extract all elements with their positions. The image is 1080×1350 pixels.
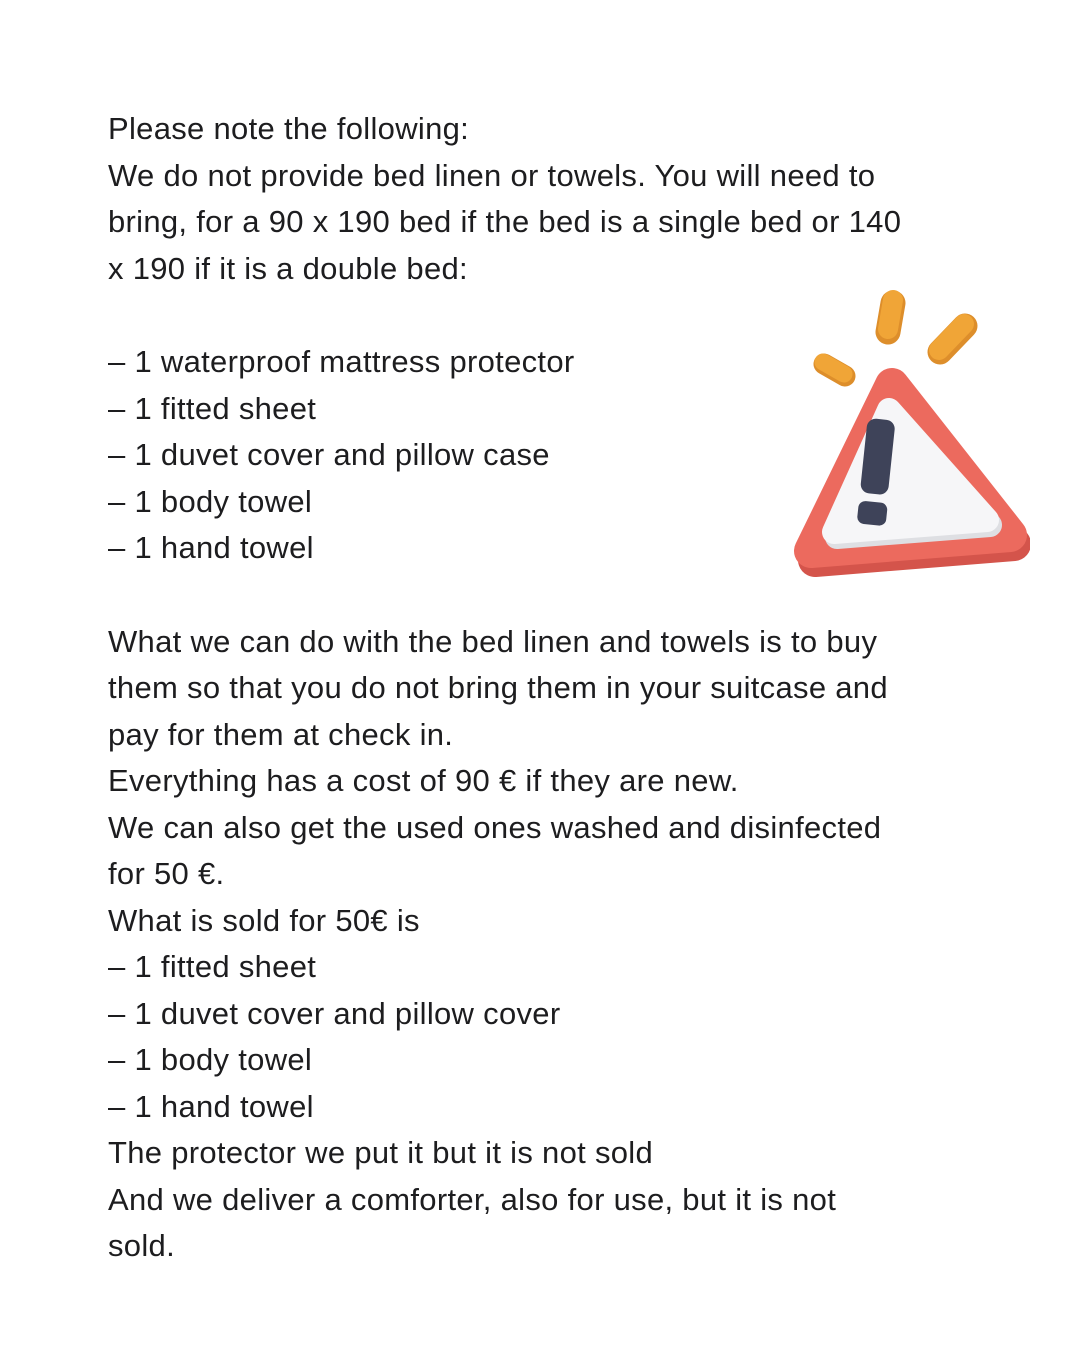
text-line: them so that you do not bring them in your suitcase and <box>108 670 888 705</box>
text-line: pay for them at check in. <box>108 716 454 752</box>
text-line: What is sold for 50€ is <box>108 902 420 938</box>
text-line: We do not provide bed linen or towels. You will need to <box>108 157 876 193</box>
notice-text <box>108 106 901 1270</box>
required-items-list <box>108 339 901 572</box>
list-item: – 1 body towel <box>108 483 313 519</box>
list-item: – 1 fitted sheet <box>108 390 317 426</box>
list-item: – 1 hand towel <box>108 530 314 565</box>
list-item: – 1 duvet cover and pillow cover <box>108 995 561 1031</box>
text-line: sold. <box>108 1228 175 1263</box>
intro-paragraph <box>108 106 901 292</box>
text-line: And we deliver a comforter, also for use, but it is not <box>108 1181 837 1217</box>
triangle-body <box>811 385 1014 560</box>
warning-icon <box>788 283 1030 583</box>
list-item: – 1 hand towel <box>108 1088 314 1124</box>
text-line: What we can do with the bed linen and towels is to buy <box>108 623 878 659</box>
warning-triangle-icon <box>788 283 1030 583</box>
text-line: Everything has a cost of 90 € if they are new. <box>108 763 739 798</box>
text-line: bring, for a 90 x 190 bed if the bed is a single bed or 140 <box>108 204 902 239</box>
list-item: – 1 duvet cover and pillow case <box>108 437 550 472</box>
list-item: – 1 waterproof mattress protector <box>108 344 575 379</box>
text-line: We can also get the used ones washed and disinfected <box>108 809 882 845</box>
text-line: for 50 €. <box>108 856 225 891</box>
ray-icons <box>823 300 965 376</box>
details-paragraph <box>108 619 901 1270</box>
text-line: The protector we put it but it is not sold <box>108 1135 654 1170</box>
list-item: – 1 fitted sheet <box>108 949 317 984</box>
text-line: x 190 if it is a double bed: <box>108 250 468 286</box>
list-item: – 1 body towel <box>108 1042 313 1077</box>
text-line: Please note the following: <box>108 111 470 146</box>
